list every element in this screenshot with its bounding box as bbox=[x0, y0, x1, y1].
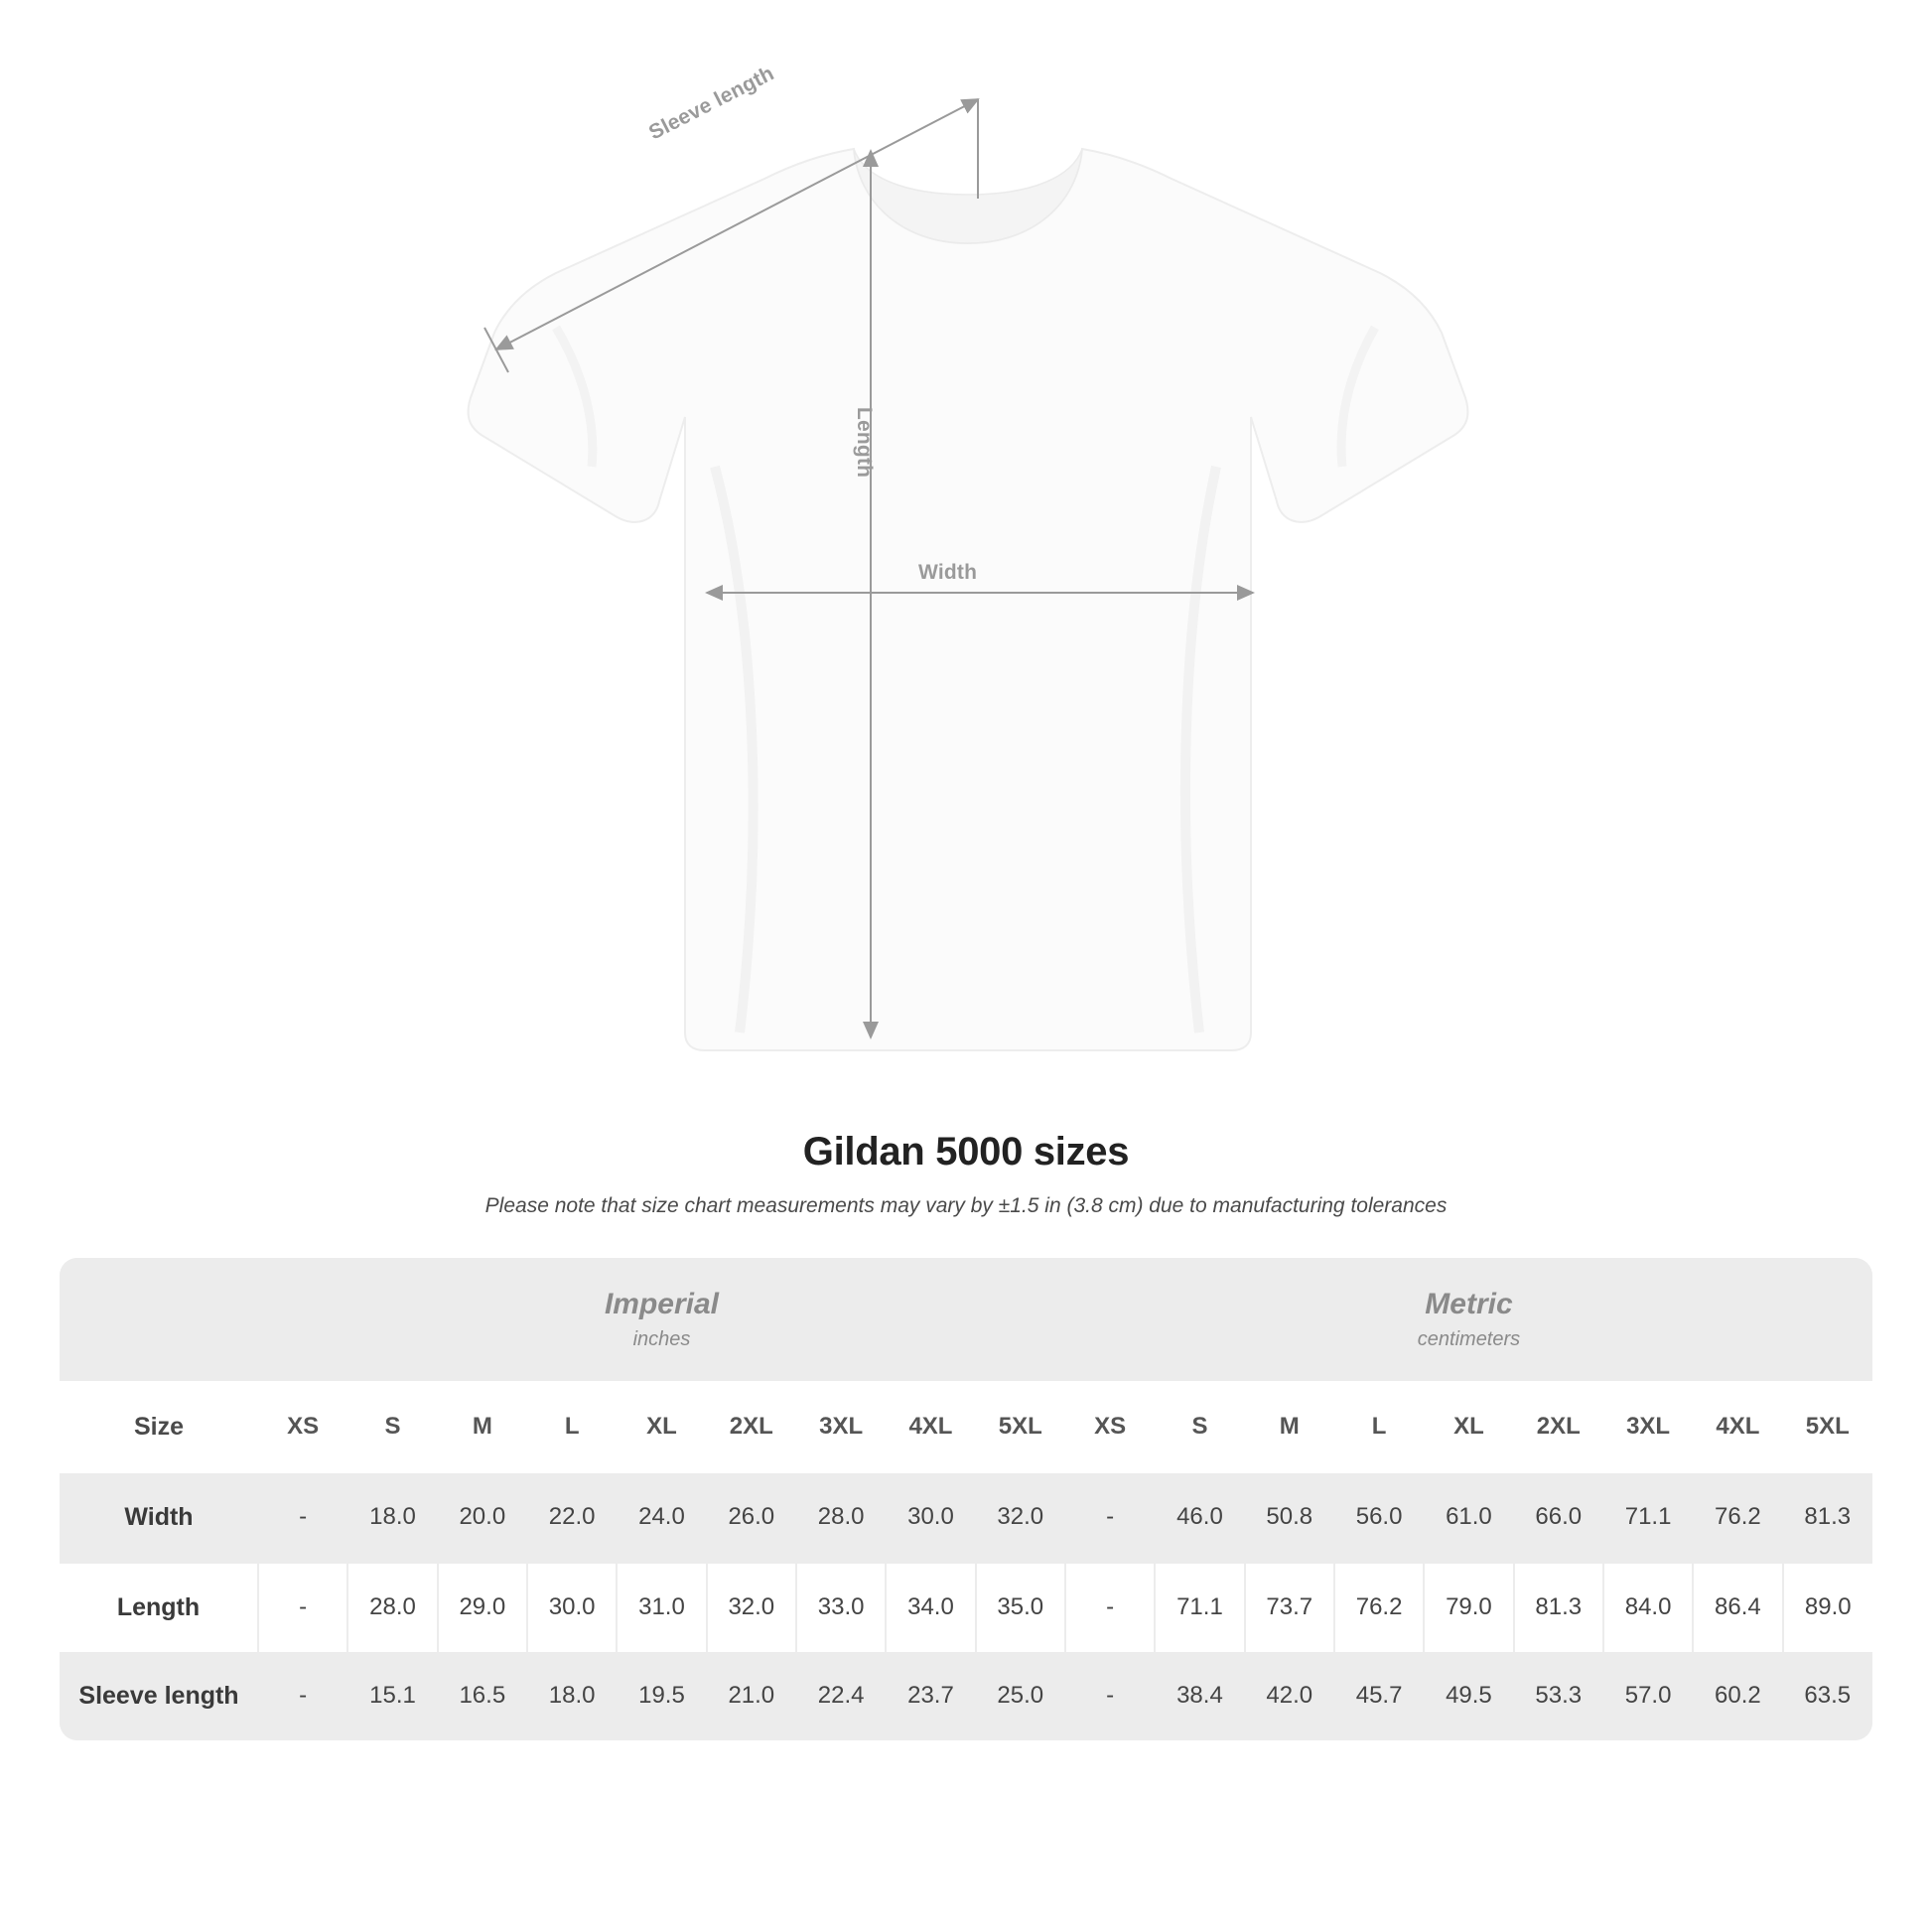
unit-group-metric bbox=[1065, 1258, 1872, 1381]
cell-length-imperial-m: 29.0 bbox=[438, 1563, 527, 1652]
size-col-imperial-xl: XL bbox=[617, 1381, 706, 1473]
table-row bbox=[60, 1563, 1872, 1652]
row-label-sleeve-length: Sleeve length bbox=[60, 1652, 258, 1740]
size-col-imperial-l: L bbox=[527, 1381, 617, 1473]
size-col-metric-m: M bbox=[1245, 1381, 1334, 1473]
unit-metric-name: Metric bbox=[1425, 1288, 1513, 1320]
cell-sleeve-imperial-xl: 19.5 bbox=[617, 1652, 706, 1740]
cell-width-imperial-xl: 24.0 bbox=[617, 1473, 706, 1563]
size-col-metric-3xl: 3XL bbox=[1603, 1381, 1693, 1473]
unit-imperial-sub: inches bbox=[632, 1327, 691, 1350]
cell-sleeve-imperial-s: 15.1 bbox=[347, 1652, 437, 1740]
size-col-metric-4xl: 4XL bbox=[1693, 1381, 1782, 1473]
size-col-imperial-3xl: 3XL bbox=[796, 1381, 886, 1473]
cell-length-metric-3xl: 84.0 bbox=[1603, 1563, 1693, 1652]
size-col-imperial-5xl: 5XL bbox=[976, 1381, 1065, 1473]
cell-width-metric-l: 56.0 bbox=[1334, 1473, 1424, 1563]
size-col-metric-xl: XL bbox=[1424, 1381, 1513, 1473]
size-col-imperial-4xl: 4XL bbox=[886, 1381, 975, 1473]
cell-length-metric-m: 73.7 bbox=[1245, 1563, 1334, 1652]
row-label-length: Length bbox=[60, 1563, 258, 1652]
cell-width-imperial-m: 20.0 bbox=[438, 1473, 527, 1563]
cell-length-imperial-4xl: 34.0 bbox=[886, 1563, 975, 1652]
cell-sleeve-imperial-l: 18.0 bbox=[527, 1652, 617, 1740]
sleeve-length-label: Sleeve length bbox=[645, 62, 778, 145]
cell-length-metric-4xl: 86.4 bbox=[1693, 1563, 1782, 1652]
cell-length-imperial-3xl: 33.0 bbox=[796, 1563, 886, 1652]
cell-width-metric-2xl: 66.0 bbox=[1514, 1473, 1603, 1563]
cell-width-imperial-5xl: 32.0 bbox=[976, 1473, 1065, 1563]
cell-sleeve-metric-m: 42.0 bbox=[1245, 1652, 1334, 1740]
cell-width-imperial-4xl: 30.0 bbox=[886, 1473, 975, 1563]
size-table-wrapper bbox=[60, 1258, 1872, 1740]
tshirt-shape bbox=[469, 149, 1468, 1050]
unit-imperial-name: Imperial bbox=[604, 1288, 719, 1320]
cell-sleeve-metric-3xl: 57.0 bbox=[1603, 1652, 1693, 1740]
cell-width-imperial-3xl: 28.0 bbox=[796, 1473, 886, 1563]
width-label: Width bbox=[918, 561, 978, 584]
cell-width-imperial-s: 18.0 bbox=[347, 1473, 437, 1563]
cell-width-metric-s: 46.0 bbox=[1155, 1473, 1244, 1563]
size-col-metric-l: L bbox=[1334, 1381, 1424, 1473]
cell-sleeve-metric-xs: - bbox=[1065, 1652, 1155, 1740]
row-label-width: Width bbox=[60, 1473, 258, 1563]
size-table bbox=[60, 1258, 1872, 1740]
unit-metric-sub: centimeters bbox=[1417, 1327, 1521, 1350]
cell-length-metric-5xl: 89.0 bbox=[1783, 1563, 1872, 1652]
size-col-imperial-xs: XS bbox=[258, 1381, 347, 1473]
cell-width-metric-m: 50.8 bbox=[1245, 1473, 1334, 1563]
cell-sleeve-imperial-3xl: 22.4 bbox=[796, 1652, 886, 1740]
cell-sleeve-metric-2xl: 53.3 bbox=[1514, 1652, 1603, 1740]
cell-length-metric-xl: 79.0 bbox=[1424, 1563, 1513, 1652]
cell-sleeve-imperial-4xl: 23.7 bbox=[886, 1652, 975, 1740]
size-col-metric-5xl: 5XL bbox=[1783, 1381, 1872, 1473]
cell-sleeve-metric-l: 45.7 bbox=[1334, 1652, 1424, 1740]
size-col-metric-s: S bbox=[1155, 1381, 1244, 1473]
cell-length-metric-xs: - bbox=[1065, 1563, 1155, 1652]
cell-sleeve-metric-s: 38.4 bbox=[1155, 1652, 1244, 1740]
cell-sleeve-imperial-2xl: 21.0 bbox=[707, 1652, 796, 1740]
cell-length-imperial-2xl: 32.0 bbox=[707, 1563, 796, 1652]
cell-sleeve-metric-5xl: 63.5 bbox=[1783, 1652, 1872, 1740]
table-row bbox=[60, 1473, 1872, 1563]
cell-length-metric-l: 76.2 bbox=[1334, 1563, 1424, 1652]
cell-width-metric-xl: 61.0 bbox=[1424, 1473, 1513, 1563]
size-col-metric-xs: XS bbox=[1065, 1381, 1155, 1473]
cell-width-metric-4xl: 76.2 bbox=[1693, 1473, 1782, 1563]
cell-sleeve-metric-xl: 49.5 bbox=[1424, 1652, 1513, 1740]
unit-group-imperial bbox=[258, 1258, 1065, 1381]
cell-width-imperial-l: 22.0 bbox=[527, 1473, 617, 1563]
page-title: Gildan 5000 sizes bbox=[802, 1130, 1130, 1173]
cell-sleeve-metric-4xl: 60.2 bbox=[1693, 1652, 1782, 1740]
size-col-imperial-s: S bbox=[347, 1381, 437, 1473]
cell-width-metric-5xl: 81.3 bbox=[1783, 1473, 1872, 1563]
size-col-imperial-2xl: 2XL bbox=[707, 1381, 796, 1473]
cell-length-metric-2xl: 81.3 bbox=[1514, 1563, 1603, 1652]
unit-header-row bbox=[60, 1258, 1872, 1381]
size-header-label: Size bbox=[60, 1381, 258, 1473]
cell-width-metric-3xl: 71.1 bbox=[1603, 1473, 1693, 1563]
cell-length-imperial-xl: 31.0 bbox=[617, 1563, 706, 1652]
table-row bbox=[60, 1652, 1872, 1740]
cell-length-imperial-5xl: 35.0 bbox=[976, 1563, 1065, 1652]
cell-width-metric-xs: - bbox=[1065, 1473, 1155, 1563]
size-col-imperial-m: M bbox=[438, 1381, 527, 1473]
cell-length-metric-s: 71.1 bbox=[1155, 1563, 1244, 1652]
cell-length-imperial-xs: - bbox=[258, 1563, 347, 1652]
length-label: Length bbox=[853, 407, 876, 479]
cell-width-imperial-2xl: 26.0 bbox=[707, 1473, 796, 1563]
unit-row-spacer bbox=[60, 1258, 258, 1381]
cell-length-imperial-l: 30.0 bbox=[527, 1563, 617, 1652]
size-header-row bbox=[60, 1381, 1872, 1473]
cell-length-imperial-s: 28.0 bbox=[347, 1563, 437, 1652]
tolerance-note: Please note that size chart measurements may vary by ±1.5 in (3.8 cm) due to manufacturing tolerances bbox=[484, 1194, 1448, 1217]
cell-sleeve-imperial-xs: - bbox=[258, 1652, 347, 1740]
title-block bbox=[0, 1130, 1932, 1218]
cell-sleeve-imperial-m: 16.5 bbox=[438, 1652, 527, 1740]
cell-width-imperial-xs: - bbox=[258, 1473, 347, 1563]
size-col-metric-2xl: 2XL bbox=[1514, 1381, 1603, 1473]
cell-sleeve-imperial-5xl: 25.0 bbox=[976, 1652, 1065, 1740]
